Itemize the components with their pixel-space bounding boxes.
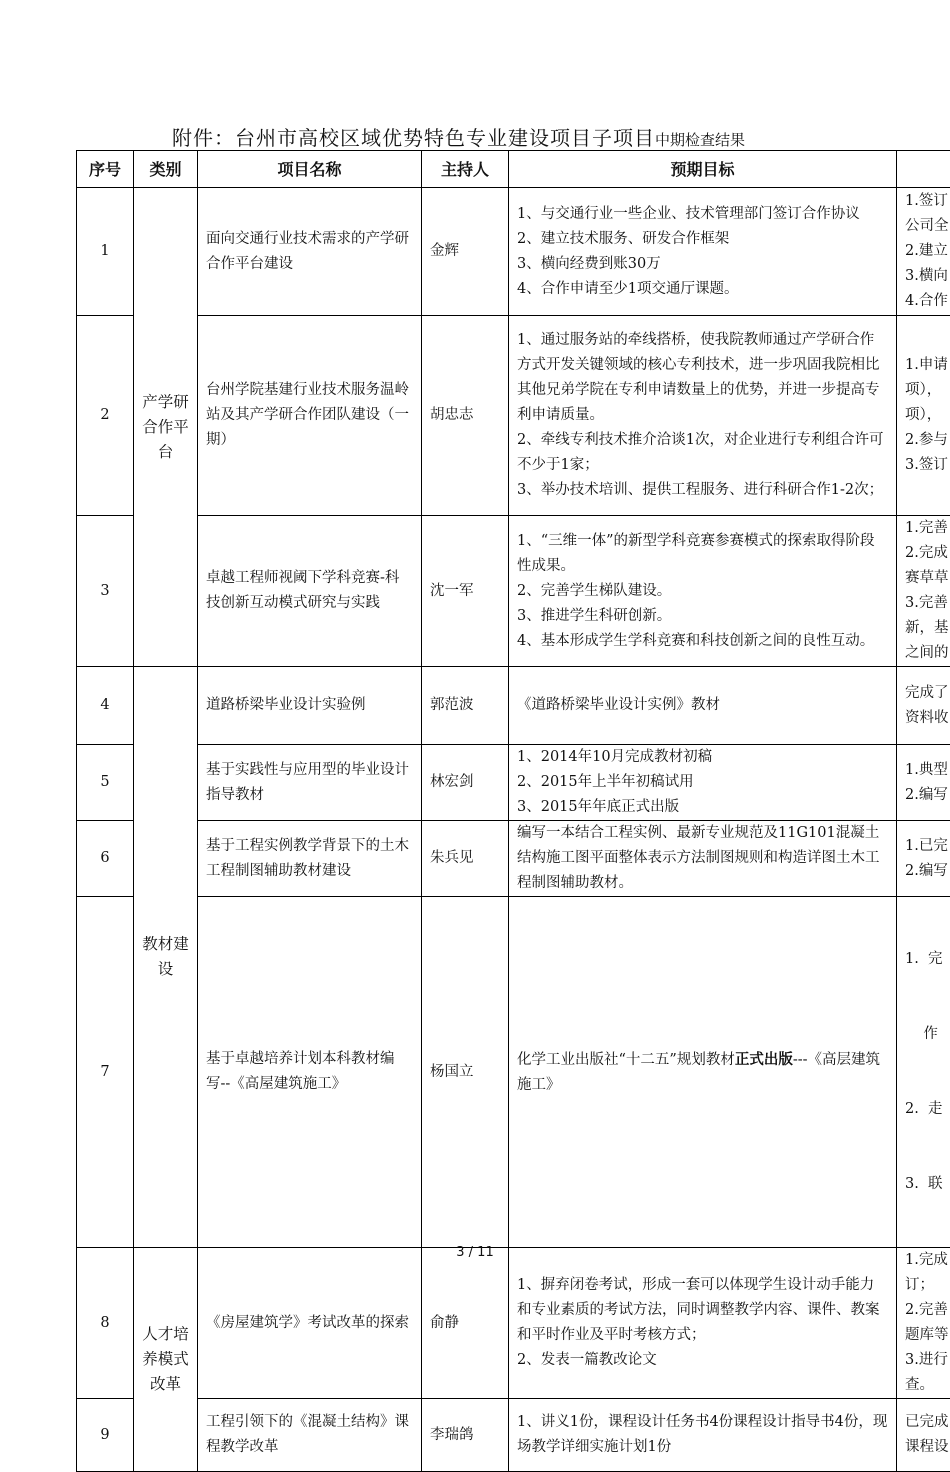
header-results [897, 151, 950, 188]
project-name: 道路桥梁毕业设计实验例 [198, 667, 422, 745]
result-line: 2.建立 [905, 239, 950, 264]
table-row [77, 1399, 950, 1472]
goal-cell [509, 316, 897, 516]
project-name: 工程引领下的《混凝土结构》课程教学改革 [198, 1399, 422, 1472]
result-line: 3.横向 [905, 264, 950, 289]
goal-cell [509, 667, 897, 745]
goal-line: 4、基本形成学生学科竞赛和科技创新之间的良性互动。 [517, 629, 888, 654]
goal-prefix: 化学工业出版社“十二五”规划教材 [517, 1052, 735, 1068]
table-row [77, 821, 950, 897]
results-table [76, 150, 950, 1472]
result-cell [897, 188, 950, 316]
result-line: 作 [905, 1022, 950, 1047]
result-line: 2.完成 [905, 541, 950, 566]
result-line: 2. 走 [905, 1097, 950, 1122]
result-cell [897, 1248, 950, 1399]
host-name: 林宏剑 [422, 745, 509, 821]
table-row [77, 188, 950, 316]
host-name: 俞静 [422, 1248, 509, 1399]
goal-line: 3、2015年年底正式出版 [517, 795, 888, 820]
goal-line: 2、完善学生梯队建设。 [517, 579, 888, 604]
project-name: 面向交通行业技术需求的产学研合作平台建设 [198, 188, 422, 316]
result-line: 3. 联 [905, 1172, 950, 1197]
result-line: 2.完善 [905, 1298, 950, 1323]
goal-line: 4、合作申请至少1项交通厅课题。 [517, 277, 888, 302]
result-cell [897, 1399, 950, 1472]
goal-line: 1、讲义1份，课程设计任务书4份课程设计指导书4份，现场教学详细实施计划1份 [517, 1410, 888, 1460]
row-number: 5 [77, 745, 134, 821]
result-line: 1.完善 [905, 516, 950, 541]
goal-line: 1、“三维一体”的新型学科竞赛参赛模式的探索取得阶段性成果。 [517, 529, 888, 579]
row-number: 8 [77, 1248, 134, 1399]
result-line: 新，基 [905, 616, 950, 641]
result-line: 1.典型 [905, 758, 950, 783]
document-title [172, 122, 745, 151]
table-row [77, 1248, 950, 1399]
title-main: 附件：台州市高校区域优势特色专业建设项目子项目 [172, 126, 655, 150]
goal-line: 1、与交通行业一些企业、技术管理部门签订合作协议 [517, 202, 888, 227]
row-number: 4 [77, 667, 134, 745]
table-row [77, 316, 950, 516]
result-line: 项）， [905, 378, 950, 403]
host-name: 杨国立 [422, 897, 509, 1248]
result-line: 项）， [905, 403, 950, 428]
header-host: 主持人 [422, 151, 509, 188]
table-row [77, 897, 950, 1248]
result-line: 2.参与 [905, 428, 950, 453]
header-project-name: 项目名称 [198, 151, 422, 188]
table-row [77, 516, 950, 667]
result-line: 3.签订 [905, 453, 950, 478]
goal-bold: 正式出版 [735, 1051, 793, 1068]
result-line: 订； [905, 1273, 950, 1298]
result-line: 查。 [905, 1373, 950, 1398]
host-name: 胡忠志 [422, 316, 509, 516]
category-cell: 教材建设 [134, 667, 198, 1248]
result-line: 3.进行 [905, 1348, 950, 1373]
row-number: 6 [77, 821, 134, 897]
goal-line: 1、2014年10月完成教材初稿 [517, 745, 888, 770]
header-category: 类别 [134, 151, 198, 188]
result-line: 题库等 [905, 1323, 950, 1348]
result-cell [897, 516, 950, 667]
result-line: 1.完成 [905, 1248, 950, 1273]
result-line: 3.完善 [905, 591, 950, 616]
project-name: 基于工程实例教学背景下的土木工程制图辅助教材建设 [198, 821, 422, 897]
row-number: 1 [77, 188, 134, 316]
result-line: 资料收 [905, 706, 950, 731]
result-cell [897, 667, 950, 745]
result-line: 公司全 [905, 214, 950, 239]
result-line: 1.已完 [905, 834, 950, 859]
result-cell [897, 316, 950, 516]
result-cell [897, 745, 950, 821]
goal-cell [509, 821, 897, 897]
row-number: 2 [77, 316, 134, 516]
result-line: 赛草草 [905, 566, 950, 591]
goal-line: 《道路桥梁毕业设计实例》教材 [517, 693, 888, 718]
host-name: 郭范波 [422, 667, 509, 745]
goal-cell [509, 1248, 897, 1399]
header-no: 序号 [77, 151, 134, 188]
goal-line: 3、举办技术培训、提供工程服务、进行科研合作1-2次； [517, 478, 888, 503]
result-line: 1. 完 [905, 947, 950, 972]
goal-suffix: ---《高层建筑施工》 [517, 1052, 880, 1093]
goal-cell [509, 1399, 897, 1472]
result-line: 2.编写 [905, 859, 950, 884]
goal-line: 1、通过服务站的牵线搭桥，使我院教师通过产学研合作方式开发关键领域的核心专利技术，进一步巩固我院相比其他兄弟学院在专利申请数量上的优势，并进一步提高专利申请质量。 [517, 328, 888, 428]
host-name: 朱兵见 [422, 821, 509, 897]
result-line: 完成了 [905, 681, 950, 706]
category-cell: 人才培养模式改革 [134, 1248, 198, 1472]
project-name: 《房屋建筑学》考试改革的探索 [198, 1248, 422, 1399]
goal-line: 1、摒弃闭卷考试，形成一套可以体现学生设计动手能力和专业素质的考试方法，同时调整教学内容、课件、教案和平时作业及平时考核方式； [517, 1273, 888, 1348]
project-name: 台州学院基建行业技术服务温岭站及其产学研合作团队建设（一期） [198, 316, 422, 516]
result-cell [897, 821, 950, 897]
goal-line: 2、牵线专利技术推介洽谈1次，对企业进行专利组合许可不少于1家； [517, 428, 888, 478]
goal-cell [509, 516, 897, 667]
result-cell [897, 897, 950, 1248]
table-row [77, 745, 950, 821]
result-line: 1.签订 [905, 189, 950, 214]
goal-line: 2、建立技术服务、研发合作框架 [517, 227, 888, 252]
result-line: 4.合作 [905, 289, 950, 314]
row-number: 3 [77, 516, 134, 667]
project-name: 基于卓越培养计划本科教材编写--《高屋建筑施工》 [198, 897, 422, 1248]
result-line: 课程设 [905, 1435, 950, 1460]
table-row [77, 667, 950, 745]
host-name: 沈一军 [422, 516, 509, 667]
goal-cell [509, 897, 897, 1248]
header-goals: 预期目标 [509, 151, 897, 188]
row-number: 9 [77, 1399, 134, 1472]
goal-line: 2、发表一篇教改论文 [517, 1348, 888, 1373]
project-name: 卓越工程师视阈下学科竞赛-科技创新互动模式研究与实践 [198, 516, 422, 667]
goal-line: 2、2015年上半年初稿试用 [517, 770, 888, 795]
result-line: 2.编写 [905, 783, 950, 808]
host-name: 金辉 [422, 188, 509, 316]
result-line: 之间的 [905, 641, 950, 666]
goal-cell [509, 188, 897, 316]
host-name: 李瑞鸽 [422, 1399, 509, 1472]
page-number: 3 / 11 [0, 1245, 950, 1260]
header-row [77, 151, 950, 188]
row-number: 7 [77, 897, 134, 1248]
goal-line: 3、横向经费到账30万 [517, 252, 888, 277]
category-cell: 产学研合作平台 [134, 188, 198, 667]
goal-cell [509, 745, 897, 821]
goal-line: 编写一本结合工程实例、最新专业规范及11G101混凝土结构施工图平面整体表示方法制图规则和构造详图土木工程制图辅助教材。 [517, 821, 888, 896]
result-line: 1.申请 [905, 353, 950, 378]
title-suffix: 中期检查结果 [655, 131, 745, 149]
goal-line: 3、推进学生科研创新。 [517, 604, 888, 629]
project-name: 基于实践性与应用型的毕业设计指导教材 [198, 745, 422, 821]
result-line: 已完成 [905, 1410, 950, 1435]
